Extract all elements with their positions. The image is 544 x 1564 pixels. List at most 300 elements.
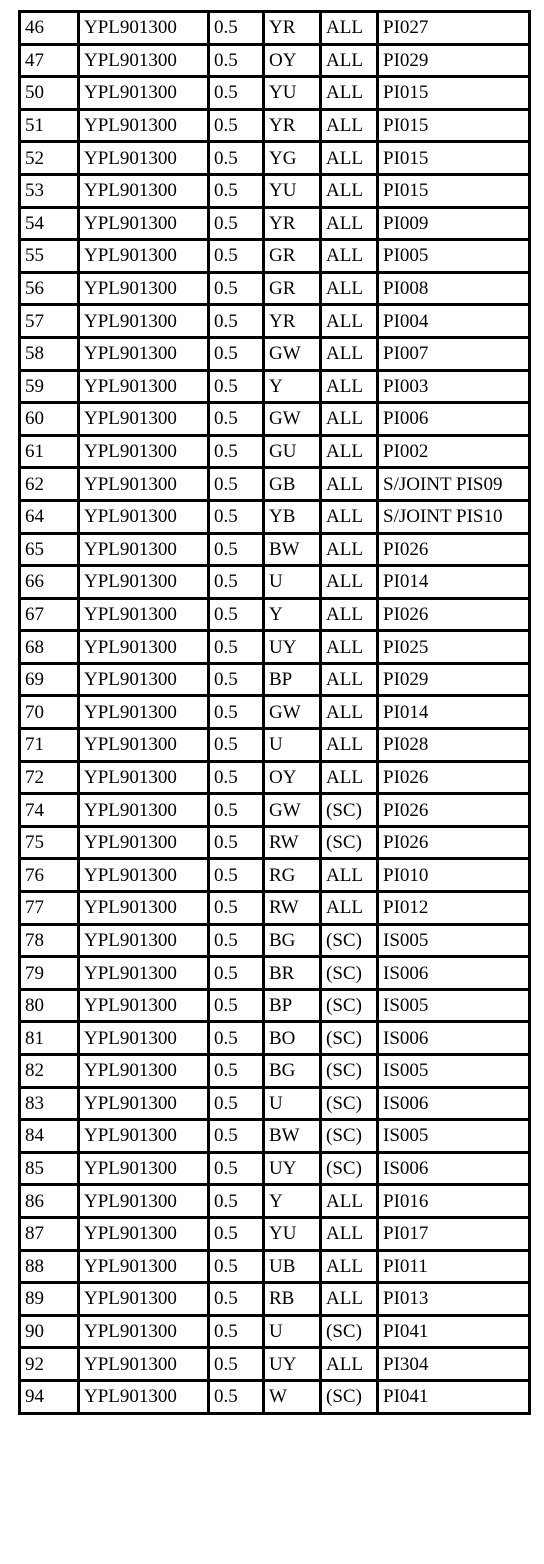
table-row — [20, 240, 530, 273]
variant-cell: ALL — [321, 12, 378, 45]
variant-cell: (SC) — [321, 1315, 378, 1348]
part-number-cell: YPL901300 — [79, 729, 209, 762]
wire-table — [18, 10, 531, 1415]
color-code-cell: GW — [264, 403, 321, 436]
part-number-cell: YPL901300 — [79, 598, 209, 631]
size-cell: 0.5 — [209, 403, 264, 436]
variant-cell: ALL — [321, 435, 378, 468]
table-row — [20, 142, 530, 175]
pin-number-cell: 78 — [20, 924, 79, 957]
part-number-cell: YPL901300 — [79, 370, 209, 403]
destination-cell: PI026 — [378, 533, 530, 566]
size-cell: 0.5 — [209, 207, 264, 240]
pin-number-cell: 55 — [20, 240, 79, 273]
table-row — [20, 1217, 530, 1250]
table-row — [20, 435, 530, 468]
table-row — [20, 468, 530, 501]
color-code-cell: UY — [264, 1152, 321, 1185]
table-row — [20, 892, 530, 925]
color-code-cell: GW — [264, 794, 321, 827]
color-code-cell: UB — [264, 1250, 321, 1283]
destination-cell: PI004 — [378, 305, 530, 338]
part-number-cell: YPL901300 — [79, 631, 209, 664]
color-code-cell: U — [264, 729, 321, 762]
size-cell: 0.5 — [209, 1087, 264, 1120]
size-cell: 0.5 — [209, 1055, 264, 1088]
destination-cell: PI016 — [378, 1185, 530, 1218]
size-cell: 0.5 — [209, 794, 264, 827]
table-row — [20, 631, 530, 664]
destination-cell: PI026 — [378, 826, 530, 859]
table-row — [20, 859, 530, 892]
color-code-cell: OY — [264, 44, 321, 77]
variant-cell: ALL — [321, 142, 378, 175]
variant-cell: ALL — [321, 207, 378, 240]
part-number-cell: YPL901300 — [79, 207, 209, 240]
variant-cell: ALL — [321, 77, 378, 110]
destination-cell: PI008 — [378, 272, 530, 305]
destination-cell: PI026 — [378, 794, 530, 827]
variant-cell: ALL — [321, 1185, 378, 1218]
color-code-cell: BW — [264, 1120, 321, 1153]
part-number-cell: YPL901300 — [79, 924, 209, 957]
size-cell: 0.5 — [209, 1250, 264, 1283]
color-code-cell: U — [264, 566, 321, 599]
pin-number-cell: 60 — [20, 403, 79, 436]
table-row — [20, 272, 530, 305]
part-number-cell: YPL901300 — [79, 696, 209, 729]
table-row — [20, 1055, 530, 1088]
table-row — [20, 598, 530, 631]
part-number-cell: YPL901300 — [79, 1348, 209, 1381]
pin-number-cell: 64 — [20, 500, 79, 533]
destination-cell: PI028 — [378, 729, 530, 762]
variant-cell: (SC) — [321, 1120, 378, 1153]
destination-cell: IS005 — [378, 924, 530, 957]
table-row — [20, 989, 530, 1022]
destination-cell: PI012 — [378, 892, 530, 925]
variant-cell: ALL — [321, 1348, 378, 1381]
pin-number-cell: 53 — [20, 174, 79, 207]
pin-number-cell: 81 — [20, 1022, 79, 1055]
table-row — [20, 1087, 530, 1120]
variant-cell: (SC) — [321, 1087, 378, 1120]
size-cell: 0.5 — [209, 500, 264, 533]
table-row — [20, 957, 530, 990]
pin-number-cell: 89 — [20, 1283, 79, 1316]
part-number-cell: YPL901300 — [79, 892, 209, 925]
color-code-cell: W — [264, 1380, 321, 1413]
part-number-cell: YPL901300 — [79, 1250, 209, 1283]
destination-cell: PI015 — [378, 142, 530, 175]
color-code-cell: YU — [264, 1217, 321, 1250]
part-number-cell: YPL901300 — [79, 435, 209, 468]
table-row — [20, 403, 530, 436]
pin-number-cell: 62 — [20, 468, 79, 501]
table-row — [20, 337, 530, 370]
color-code-cell: U — [264, 1315, 321, 1348]
size-cell: 0.5 — [209, 924, 264, 957]
variant-cell: ALL — [321, 859, 378, 892]
size-cell: 0.5 — [209, 859, 264, 892]
part-number-cell: YPL901300 — [79, 44, 209, 77]
size-cell: 0.5 — [209, 305, 264, 338]
color-code-cell: Y — [264, 1185, 321, 1218]
variant-cell: ALL — [321, 305, 378, 338]
pin-number-cell: 56 — [20, 272, 79, 305]
variant-cell: (SC) — [321, 1152, 378, 1185]
variant-cell: (SC) — [321, 826, 378, 859]
table-row — [20, 77, 530, 110]
color-code-cell: BR — [264, 957, 321, 990]
color-code-cell: BW — [264, 533, 321, 566]
pin-number-cell: 86 — [20, 1185, 79, 1218]
part-number-cell: YPL901300 — [79, 859, 209, 892]
variant-cell: ALL — [321, 44, 378, 77]
size-cell: 0.5 — [209, 370, 264, 403]
part-number-cell: YPL901300 — [79, 77, 209, 110]
destination-cell: PI017 — [378, 1217, 530, 1250]
table-row — [20, 1315, 530, 1348]
size-cell: 0.5 — [209, 826, 264, 859]
destination-cell: PI026 — [378, 761, 530, 794]
destination-cell: PI006 — [378, 403, 530, 436]
size-cell: 0.5 — [209, 1120, 264, 1153]
size-cell: 0.5 — [209, 729, 264, 762]
destination-cell: PI041 — [378, 1315, 530, 1348]
table-row — [20, 12, 530, 45]
size-cell: 0.5 — [209, 272, 264, 305]
size-cell: 0.5 — [209, 696, 264, 729]
color-code-cell: BG — [264, 924, 321, 957]
size-cell: 0.5 — [209, 1380, 264, 1413]
color-code-cell: YR — [264, 207, 321, 240]
table-row — [20, 305, 530, 338]
variant-cell: ALL — [321, 598, 378, 631]
size-cell: 0.5 — [209, 533, 264, 566]
destination-cell: PI005 — [378, 240, 530, 273]
destination-cell: PI002 — [378, 435, 530, 468]
table-row — [20, 729, 530, 762]
variant-cell: (SC) — [321, 794, 378, 827]
color-code-cell: YR — [264, 109, 321, 142]
pin-number-cell: 59 — [20, 370, 79, 403]
variant-cell: ALL — [321, 761, 378, 794]
variant-cell: ALL — [321, 403, 378, 436]
destination-cell: PI029 — [378, 663, 530, 696]
variant-cell: ALL — [321, 109, 378, 142]
table-row — [20, 370, 530, 403]
destination-cell: IS006 — [378, 1087, 530, 1120]
table-row — [20, 794, 530, 827]
pin-number-cell: 87 — [20, 1217, 79, 1250]
size-cell: 0.5 — [209, 12, 264, 45]
destination-cell: PI014 — [378, 696, 530, 729]
part-number-cell: YPL901300 — [79, 174, 209, 207]
variant-cell: ALL — [321, 240, 378, 273]
part-number-cell: YPL901300 — [79, 663, 209, 696]
variant-cell: ALL — [321, 663, 378, 696]
pin-number-cell: 50 — [20, 77, 79, 110]
pin-number-cell: 88 — [20, 1250, 79, 1283]
part-number-cell: YPL901300 — [79, 826, 209, 859]
part-number-cell: YPL901300 — [79, 1380, 209, 1413]
color-code-cell: GU — [264, 435, 321, 468]
pin-number-cell: 80 — [20, 989, 79, 1022]
part-number-cell: YPL901300 — [79, 566, 209, 599]
color-code-cell: YU — [264, 174, 321, 207]
pin-number-cell: 85 — [20, 1152, 79, 1185]
part-number-cell: YPL901300 — [79, 240, 209, 273]
table-row — [20, 533, 530, 566]
variant-cell: ALL — [321, 892, 378, 925]
pin-number-cell: 83 — [20, 1087, 79, 1120]
destination-cell: PI041 — [378, 1380, 530, 1413]
part-number-cell: YPL901300 — [79, 500, 209, 533]
color-code-cell: RW — [264, 892, 321, 925]
variant-cell: ALL — [321, 174, 378, 207]
size-cell: 0.5 — [209, 1283, 264, 1316]
destination-cell: IS006 — [378, 1022, 530, 1055]
table-row — [20, 696, 530, 729]
table-row — [20, 826, 530, 859]
size-cell: 0.5 — [209, 44, 264, 77]
size-cell: 0.5 — [209, 142, 264, 175]
destination-cell: IS006 — [378, 1152, 530, 1185]
destination-cell: PI011 — [378, 1250, 530, 1283]
size-cell: 0.5 — [209, 892, 264, 925]
destination-cell: PI027 — [378, 12, 530, 45]
table-row — [20, 1348, 530, 1381]
part-number-cell: YPL901300 — [79, 1217, 209, 1250]
table-row — [20, 761, 530, 794]
size-cell: 0.5 — [209, 957, 264, 990]
variant-cell: (SC) — [321, 924, 378, 957]
size-cell: 0.5 — [209, 1217, 264, 1250]
pin-number-cell: 94 — [20, 1380, 79, 1413]
variant-cell: (SC) — [321, 1380, 378, 1413]
part-number-cell: YPL901300 — [79, 305, 209, 338]
part-number-cell: YPL901300 — [79, 337, 209, 370]
pin-number-cell: 72 — [20, 761, 79, 794]
pin-number-cell: 82 — [20, 1055, 79, 1088]
pin-number-cell: 90 — [20, 1315, 79, 1348]
table-row — [20, 1185, 530, 1218]
table-row — [20, 566, 530, 599]
table-row — [20, 1250, 530, 1283]
destination-cell: PI003 — [378, 370, 530, 403]
table-row — [20, 207, 530, 240]
table-row — [20, 1022, 530, 1055]
color-code-cell: GW — [264, 696, 321, 729]
variant-cell: ALL — [321, 370, 378, 403]
variant-cell: (SC) — [321, 957, 378, 990]
pin-number-cell: 92 — [20, 1348, 79, 1381]
table-row — [20, 500, 530, 533]
part-number-cell: YPL901300 — [79, 109, 209, 142]
size-cell: 0.5 — [209, 240, 264, 273]
part-number-cell: YPL901300 — [79, 1283, 209, 1316]
wire-table-container — [18, 10, 528, 1415]
pin-number-cell: 67 — [20, 598, 79, 631]
destination-cell: PI026 — [378, 598, 530, 631]
variant-cell: ALL — [321, 272, 378, 305]
part-number-cell: YPL901300 — [79, 794, 209, 827]
size-cell: 0.5 — [209, 435, 264, 468]
part-number-cell: YPL901300 — [79, 1022, 209, 1055]
destination-cell: PI025 — [378, 631, 530, 664]
pin-number-cell: 57 — [20, 305, 79, 338]
destination-cell: PI015 — [378, 77, 530, 110]
pin-number-cell: 66 — [20, 566, 79, 599]
variant-cell: ALL — [321, 729, 378, 762]
table-row — [20, 663, 530, 696]
size-cell: 0.5 — [209, 468, 264, 501]
table-row — [20, 44, 530, 77]
destination-cell: IS006 — [378, 957, 530, 990]
pin-number-cell: 51 — [20, 109, 79, 142]
color-code-cell: YG — [264, 142, 321, 175]
part-number-cell: YPL901300 — [79, 272, 209, 305]
color-code-cell: BP — [264, 989, 321, 1022]
color-code-cell: UY — [264, 631, 321, 664]
color-code-cell: GR — [264, 272, 321, 305]
table-row — [20, 1283, 530, 1316]
variant-cell: (SC) — [321, 1022, 378, 1055]
pin-number-cell: 71 — [20, 729, 79, 762]
size-cell: 0.5 — [209, 109, 264, 142]
part-number-cell: YPL901300 — [79, 1315, 209, 1348]
color-code-cell: RG — [264, 859, 321, 892]
destination-cell: IS005 — [378, 1120, 530, 1153]
variant-cell: ALL — [321, 337, 378, 370]
color-code-cell: UY — [264, 1348, 321, 1381]
destination-cell: IS005 — [378, 989, 530, 1022]
pin-number-cell: 65 — [20, 533, 79, 566]
pin-number-cell: 77 — [20, 892, 79, 925]
color-code-cell: YR — [264, 12, 321, 45]
pin-number-cell: 61 — [20, 435, 79, 468]
pin-number-cell: 74 — [20, 794, 79, 827]
table-row — [20, 1120, 530, 1153]
table-row — [20, 1152, 530, 1185]
color-code-cell: GB — [264, 468, 321, 501]
size-cell: 0.5 — [209, 174, 264, 207]
pin-number-cell: 58 — [20, 337, 79, 370]
part-number-cell: YPL901300 — [79, 957, 209, 990]
part-number-cell: YPL901300 — [79, 142, 209, 175]
color-code-cell: GW — [264, 337, 321, 370]
color-code-cell: Y — [264, 598, 321, 631]
variant-cell: (SC) — [321, 989, 378, 1022]
color-code-cell: YR — [264, 305, 321, 338]
destination-cell: PI014 — [378, 566, 530, 599]
size-cell: 0.5 — [209, 631, 264, 664]
destination-cell: PI010 — [378, 859, 530, 892]
size-cell: 0.5 — [209, 1315, 264, 1348]
size-cell: 0.5 — [209, 598, 264, 631]
part-number-cell: YPL901300 — [79, 1087, 209, 1120]
color-code-cell: YU — [264, 77, 321, 110]
variant-cell: ALL — [321, 1250, 378, 1283]
color-code-cell: RW — [264, 826, 321, 859]
destination-cell: PI013 — [378, 1283, 530, 1316]
size-cell: 0.5 — [209, 337, 264, 370]
variant-cell: ALL — [321, 468, 378, 501]
color-code-cell: RB — [264, 1283, 321, 1316]
destination-cell: S/JOINT PIS09 — [378, 468, 530, 501]
pin-number-cell: 75 — [20, 826, 79, 859]
destination-cell: S/JOINT PIS10 — [378, 500, 530, 533]
destination-cell: PI029 — [378, 44, 530, 77]
color-code-cell: BP — [264, 663, 321, 696]
size-cell: 0.5 — [209, 566, 264, 599]
pin-number-cell: 69 — [20, 663, 79, 696]
size-cell: 0.5 — [209, 1152, 264, 1185]
destination-cell: PI304 — [378, 1348, 530, 1381]
part-number-cell: YPL901300 — [79, 533, 209, 566]
size-cell: 0.5 — [209, 1348, 264, 1381]
pin-number-cell: 84 — [20, 1120, 79, 1153]
part-number-cell: YPL901300 — [79, 761, 209, 794]
table-row — [20, 924, 530, 957]
part-number-cell: YPL901300 — [79, 1120, 209, 1153]
variant-cell: ALL — [321, 1217, 378, 1250]
destination-cell: PI007 — [378, 337, 530, 370]
variant-cell: ALL — [321, 696, 378, 729]
size-cell: 0.5 — [209, 1185, 264, 1218]
variant-cell: ALL — [321, 631, 378, 664]
pin-number-cell: 52 — [20, 142, 79, 175]
part-number-cell: YPL901300 — [79, 1185, 209, 1218]
size-cell: 0.5 — [209, 761, 264, 794]
variant-cell: ALL — [321, 533, 378, 566]
destination-cell: PI009 — [378, 207, 530, 240]
size-cell: 0.5 — [209, 989, 264, 1022]
table-row — [20, 1380, 530, 1413]
table-row — [20, 109, 530, 142]
part-number-cell: YPL901300 — [79, 12, 209, 45]
part-number-cell: YPL901300 — [79, 1152, 209, 1185]
pin-number-cell: 54 — [20, 207, 79, 240]
pin-number-cell: 76 — [20, 859, 79, 892]
table-row — [20, 174, 530, 207]
wire-table-body — [20, 12, 530, 1414]
part-number-cell: YPL901300 — [79, 1055, 209, 1088]
destination-cell: PI015 — [378, 109, 530, 142]
color-code-cell: Y — [264, 370, 321, 403]
destination-cell: PI015 — [378, 174, 530, 207]
part-number-cell: YPL901300 — [79, 989, 209, 1022]
size-cell: 0.5 — [209, 1022, 264, 1055]
pin-number-cell: 79 — [20, 957, 79, 990]
variant-cell: (SC) — [321, 1055, 378, 1088]
part-number-cell: YPL901300 — [79, 468, 209, 501]
destination-cell: IS005 — [378, 1055, 530, 1088]
size-cell: 0.5 — [209, 663, 264, 696]
color-code-cell: OY — [264, 761, 321, 794]
size-cell: 0.5 — [209, 77, 264, 110]
color-code-cell: U — [264, 1087, 321, 1120]
variant-cell: ALL — [321, 1283, 378, 1316]
variant-cell: ALL — [321, 566, 378, 599]
pin-number-cell: 46 — [20, 12, 79, 45]
color-code-cell: GR — [264, 240, 321, 273]
pin-number-cell: 47 — [20, 44, 79, 77]
pin-number-cell: 68 — [20, 631, 79, 664]
pin-number-cell: 70 — [20, 696, 79, 729]
variant-cell: ALL — [321, 500, 378, 533]
